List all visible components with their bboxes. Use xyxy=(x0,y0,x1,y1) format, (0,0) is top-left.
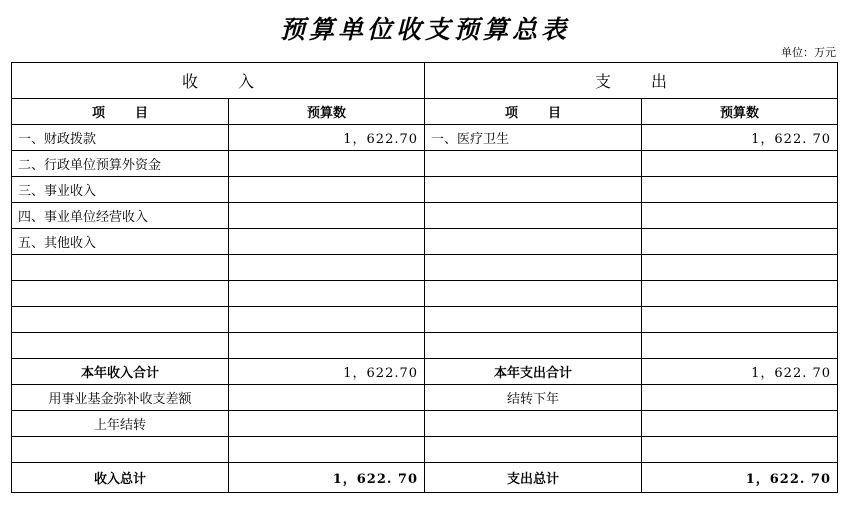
total-row xyxy=(12,463,838,493)
expense-amount xyxy=(642,281,838,307)
section-income: 收入 xyxy=(12,63,425,99)
income-amount xyxy=(229,307,425,333)
subtotal-row xyxy=(12,359,838,385)
income-item: 上年结转 xyxy=(12,411,229,437)
expense-amount xyxy=(642,411,838,437)
income-amount xyxy=(229,437,425,463)
table-row xyxy=(12,281,838,307)
income-amount xyxy=(229,229,425,255)
income-amount xyxy=(229,255,425,281)
income-amount xyxy=(229,177,425,203)
table-row xyxy=(12,333,838,359)
expense-item: 一、医疗卫生 xyxy=(425,125,642,151)
expense-amount xyxy=(642,333,838,359)
expense-item xyxy=(425,411,642,437)
income-item xyxy=(12,307,229,333)
income-item xyxy=(12,255,229,281)
page-title: 预算单位收支预算总表 xyxy=(279,15,570,44)
income-subtotal-label: 本年收入合计 xyxy=(12,359,229,385)
income-amount xyxy=(229,203,425,229)
expense-item xyxy=(425,307,642,333)
col-header-expense-amount: 预算数 xyxy=(642,99,838,125)
expense-subtotal-label: 本年支出合计 xyxy=(425,359,642,385)
income-item xyxy=(12,333,229,359)
table-row xyxy=(12,255,838,281)
col-header-income-item: 项目 xyxy=(12,99,229,125)
expense-item: 结转下年 xyxy=(425,385,642,411)
income-item xyxy=(12,437,229,463)
expense-item xyxy=(425,437,642,463)
col-header-income-amount: 预算数 xyxy=(229,99,425,125)
expense-subtotal-amount: 1，622. 70 xyxy=(642,359,838,385)
income-amount xyxy=(229,281,425,307)
expense-item xyxy=(425,177,642,203)
income-amount xyxy=(229,151,425,177)
income-item: 二、行政单位预算外资金 xyxy=(12,151,229,177)
expense-amount xyxy=(642,151,838,177)
table-row xyxy=(12,125,838,151)
table-row xyxy=(12,229,838,255)
table-row xyxy=(12,151,838,177)
expense-amount xyxy=(642,203,838,229)
expense-amount xyxy=(642,255,838,281)
income-amount xyxy=(229,385,425,411)
income-amount: 1，622.70 xyxy=(229,125,425,151)
table-row xyxy=(12,411,838,437)
col-header-expense-item: 项目 xyxy=(425,99,642,125)
expense-item xyxy=(425,255,642,281)
expense-amount: 1，622. 70 xyxy=(642,125,838,151)
income-total-label: 收入总计 xyxy=(12,463,229,493)
expense-total-amount: 1，622. 70 xyxy=(642,463,838,493)
table-row xyxy=(12,177,838,203)
expense-total-label: 支出总计 xyxy=(425,463,642,493)
income-item: 五、其他收入 xyxy=(12,229,229,255)
income-subtotal-amount: 1，622.70 xyxy=(229,359,425,385)
table-row xyxy=(12,203,838,229)
table-row xyxy=(12,437,838,463)
section-header-row xyxy=(12,63,838,99)
unit-label: 单位：万元 xyxy=(781,46,836,59)
income-amount xyxy=(229,333,425,359)
expense-amount xyxy=(642,385,838,411)
expense-item xyxy=(425,229,642,255)
expense-amount xyxy=(642,307,838,333)
expense-item xyxy=(425,281,642,307)
income-item xyxy=(12,281,229,307)
income-item: 四、事业单位经营收入 xyxy=(12,203,229,229)
table-row xyxy=(12,385,838,411)
expense-item xyxy=(425,151,642,177)
budget-table xyxy=(11,62,838,493)
income-amount xyxy=(229,411,425,437)
section-expense: 支出 xyxy=(425,63,838,99)
column-header-row xyxy=(12,99,838,125)
expense-amount xyxy=(642,177,838,203)
expense-item xyxy=(425,203,642,229)
table-row xyxy=(12,307,838,333)
income-item: 一、财政拨款 xyxy=(12,125,229,151)
expense-amount xyxy=(642,437,838,463)
expense-item xyxy=(425,333,642,359)
income-total-amount: 1，622. 70 xyxy=(229,463,425,493)
income-item: 用事业基金弥补收支差额 xyxy=(12,385,229,411)
expense-amount xyxy=(642,229,838,255)
income-item: 三、事业收入 xyxy=(12,177,229,203)
